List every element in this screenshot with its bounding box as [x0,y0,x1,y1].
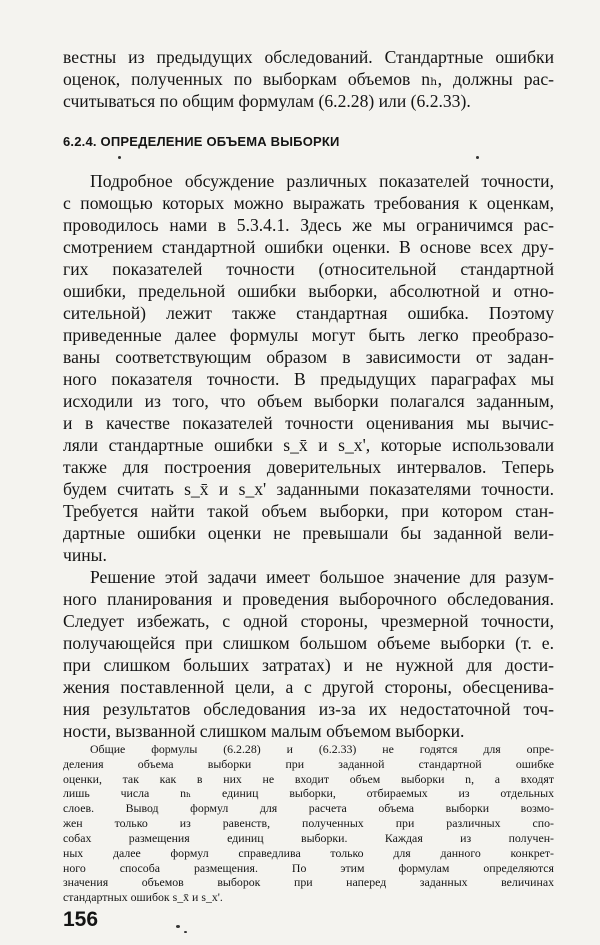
text-line: ных далее формул справедлива только для данного конкрет- [63,845,554,860]
text-line: ошибки, предельной ошибки выборки, абсолютной и отно- [63,281,554,301]
text-line: слоев. Вывод формул для расчета объема выборки возмо- [63,801,554,816]
text-line: вестны из предыдущих обследований. Стандартные ошибки [63,47,554,67]
text-line: при слишком больших затратах) и не нужной для дости- [63,655,554,675]
text-line: Следует избежать, с одной стороны, чрезмерной точности, [63,611,554,631]
text-line: ваны соответствующим образом в зависимости от задан- [63,347,554,367]
text-line: с помощью которых можно выражать требования к оценкам, [63,193,554,213]
text-line: Общие формулы (6.2.28) и (6.2.33) не годятся для опре- [90,742,554,756]
text-line: ляли стандартные ошибки s_x̄ и s_x', которые использовали [63,435,554,455]
print-speck [176,925,180,928]
print-speck [476,156,479,159]
text-line: получающейся при слишком большом объеме выборки (т. е. [63,633,554,653]
text-line: лишь числа nₕ единиц выборки, отбираемых из отдельных [63,786,554,801]
text-line: смотрением стандартной ошибки оценки. В основе всех дру- [63,237,554,257]
text-line: собах размещения единиц выборки. Каждая из получен- [63,830,554,845]
text-line: значения объемов выборок при наперед заданных величинах [63,875,554,890]
section-heading: 6.2.4. ОПРЕДЕЛЕНИЕ ОБЪЕМА ВЫБОРКИ [63,134,340,149]
text-line: ного планирования и проведения выборочного обследования. [63,589,554,609]
text-line: гих показателей точности (относительной стандартной [63,259,554,279]
text-line: Требуется найти такой объем выборки, при котором стан- [63,501,554,521]
text-line: ного способа размещения. По этим формулам определяются [63,860,554,875]
text-line: проводилось нами в 5.3.4.1. Здесь же мы ограничимся рас- [63,215,554,235]
print-speck [118,156,121,159]
text-line: исходили из того, что объем выборки полагался заданным, [63,391,554,411]
text-line: жен только из равенств, полученных при различных спо- [63,816,554,831]
text-line: дартные ошибки оценки не превышали бы заданной вели- [63,523,554,543]
text-line: деления объема выборки при заданной стандартной ошибке [63,756,554,771]
text-line: оценок, полученных по выборкам объемов nₕ, должны рас- [63,69,554,89]
text-line: стандартных ошибок s_x̄ и s_x'. [63,890,223,905]
text-line: будем считать s_x̄ и s_x' заданными показателями точности. [63,479,554,499]
text-line: Подробное обсуждение различных показателей точности, [90,171,554,191]
text-line: жения поставленной цели, а с другой стороны, обесценива- [63,677,554,697]
text-line: и в качестве показателей точности оценивания мы вычис- [63,413,554,433]
text-line: также для построения доверительных интервалов. Теперь [63,457,554,477]
text-line: считываться по общим формулам (6.2.28) или (6.2.33). [63,91,471,111]
text-line: Решение этой задачи имеет большое значение для разум- [90,567,554,587]
text-line: ного показателя точности. В предыдущих параграфах мы [63,369,554,389]
text-line: чины. [63,545,107,565]
page-number: 156 [63,908,99,931]
text-line: ности, вызванной слишком малым объемом выборки. [63,721,465,741]
print-speck [184,931,187,933]
text-line: приведенные далее формулы могут быть легко преобразо- [63,325,554,345]
text-line: оценки, так как в них не входит объем выборки n, а входят [63,771,554,786]
text-line: ния результатов обследования из-за их недостаточной точ- [63,699,554,719]
text-line: сительной) лежит также стандартная ошибка. Поэтому [63,303,554,323]
